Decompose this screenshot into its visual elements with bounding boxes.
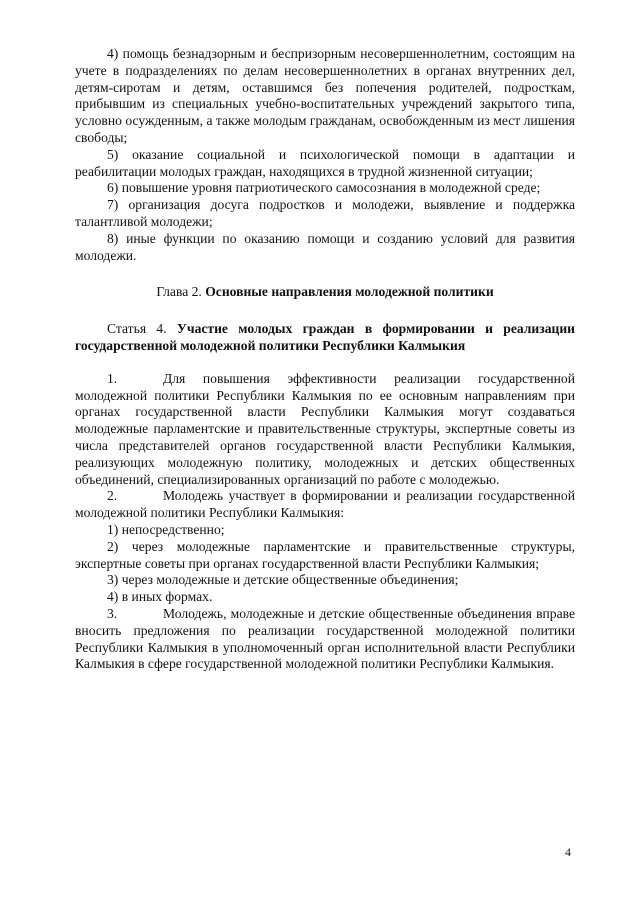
list-item: 7) организация досуга подростков и молодежи, выявление и поддержка талантливой молодежи; [75, 197, 575, 229]
list-item: 6) повышение уровня патриотического самосознания в молодежной среде; [107, 180, 541, 196]
clause-1 [75, 371, 575, 489]
article-title: Участие молодых граждан в формировании и реализации государственной молодежной политики Республики Калмыкия [75, 321, 575, 353]
list-item: 5) оказание социальной и психологической помощи в адаптации и реабилитации молодых граждан, находящихся в трудной жизненной ситуации; [75, 146, 575, 179]
chapter-title: Основные направления молодежной политики [205, 284, 494, 300]
clause-number: 2. [107, 488, 118, 504]
page-number: 4 [565, 845, 571, 859]
clause-2 [75, 488, 575, 522]
list-item: 8) иные функции по оказанию помощи и созданию условий для развития молодежи. [75, 230, 575, 263]
article-prefix: Статья 4. [107, 321, 177, 337]
list-item: 4) помощь безнадзорным и беспризорным несовершеннолетним, состоящим на учете в подразделениях по делам несовершеннолетних в органах внутренних дел, детям-сиротам и детям, оставшимся без попечения родителей, подросткам, прибывшим из специальных учебно-воспитательных учреждений закрытого типа, условно осужденным, а также молодым гражданам, освобожденным из мест лишения свободы; [75, 46, 575, 145]
chapter-heading [75, 284, 575, 301]
clause-number: 3. [107, 605, 118, 621]
document-page [75, 46, 575, 673]
clause-3 [75, 606, 575, 673]
chapter-prefix: Глава 2. [156, 284, 206, 300]
clause-text: Молодежь, молодежные и детские общественные объединения вправе вносить предложения по реализации государственной молодежной политики Республики Калмыкия в уполномоченный орган исполнительной власти Республики Калмыкия в сфере государственной молодежной политики Республики Калмыкия. [75, 605, 575, 672]
article-heading [75, 321, 575, 355]
list-item: 1) непосредственно; [107, 521, 225, 537]
clause-text: Для повышения эффективности реализации государственной молодежной политики Республики Калмыкия по ее основным направлениям при органах государственной власти Республики Калмыкия могут создаваться молодежные парламентские и правительственные структуры, экспертные советы из числа представителей органов государственной власти Республики Калмыкия, реализующих молодежную политику, молодежных и детских общественных объединений, специализированных организаций по работе с молодежью. [75, 370, 575, 487]
clause-number: 1. [107, 370, 118, 386]
clause-text: Молодежь участвует в формировании и реализации государственной молодежной политики Республики Калмыкия: [75, 488, 575, 521]
list-item: 2) через молодежные парламентские и правительственные структуры, экспертные советы при органах государственной власти Республики Калмыкия; [75, 538, 575, 571]
list-item: 4) в иных формах. [107, 589, 213, 605]
list-item: 3) через молодежные и детские общественные объединения; [107, 572, 459, 588]
